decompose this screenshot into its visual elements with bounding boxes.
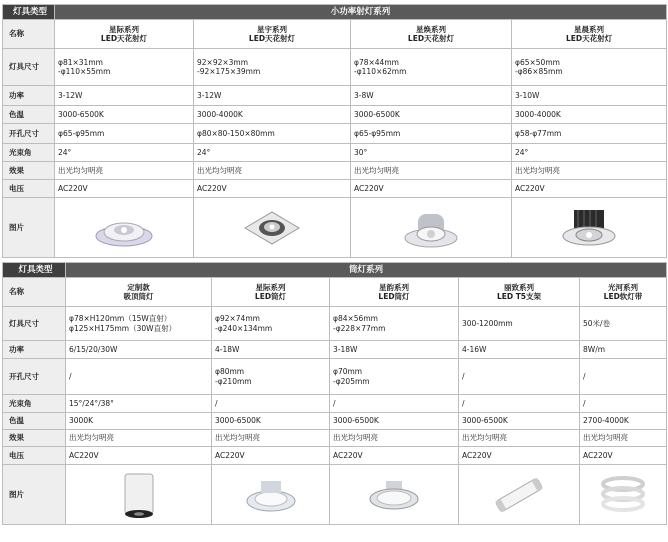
size-cell: φ81×31mm -φ110×55mm bbox=[55, 49, 194, 86]
power-cell: 3-12W bbox=[194, 86, 351, 106]
heatsink-spotlight-icon bbox=[554, 206, 624, 250]
power-label: 功率 bbox=[3, 341, 66, 359]
cct-cell: 3000-4000K bbox=[512, 106, 667, 124]
effect-cell: 出光均匀明亮 bbox=[194, 162, 351, 180]
effect-cell: 出光均匀明亮 bbox=[459, 430, 580, 447]
name-label: 名称 bbox=[3, 278, 66, 307]
size-cell: 50米/卷 bbox=[580, 307, 667, 341]
beam-cell: 24° bbox=[55, 144, 194, 162]
t5-tube-icon bbox=[489, 473, 549, 517]
picture-label: 图片 bbox=[3, 465, 66, 525]
product-name: 丽致系列 LED T5支架 bbox=[459, 278, 580, 307]
effect-cell: 出光均匀明亮 bbox=[351, 162, 512, 180]
effect-label: 效果 bbox=[3, 162, 55, 180]
effect-cell: 出光均匀明亮 bbox=[330, 430, 459, 447]
cct-cell: 3000-6500K bbox=[55, 106, 194, 124]
name-label: 名称 bbox=[3, 20, 55, 49]
power-cell: 4-16W bbox=[459, 341, 580, 359]
cutout-cell: / bbox=[66, 359, 212, 395]
cutout-cell: φ65-φ95mm bbox=[55, 124, 194, 144]
effect-cell: 出光均匀明亮 bbox=[55, 162, 194, 180]
size-label: 灯具尺寸 bbox=[3, 49, 55, 86]
downlight-icon bbox=[241, 473, 301, 517]
voltage-cell: AC220V bbox=[330, 447, 459, 465]
size-cell: 300-1200mm bbox=[459, 307, 580, 341]
cutout-label: 开孔尺寸 bbox=[3, 359, 66, 395]
voltage-cell: AC220V bbox=[512, 180, 667, 198]
product-name: 星宇系列 LED天花射灯 bbox=[194, 20, 351, 49]
type-label: 灯具类型 bbox=[3, 263, 66, 278]
size-label: 灯具尺寸 bbox=[3, 307, 66, 341]
cutout-cell: φ80mm -φ210mm bbox=[212, 359, 330, 395]
voltage-cell: AC220V bbox=[580, 447, 667, 465]
power-cell: 3-8W bbox=[351, 86, 512, 106]
voltage-label: 电压 bbox=[3, 447, 66, 465]
beam-cell: 24° bbox=[512, 144, 667, 162]
effect-label: 效果 bbox=[3, 430, 66, 447]
cutout-cell: φ58-φ77mm bbox=[512, 124, 667, 144]
voltage-cell: AC220V bbox=[55, 180, 194, 198]
product-name: 星晨系列 LED天花射灯 bbox=[512, 20, 667, 49]
power-cell: 8W/m bbox=[580, 341, 667, 359]
cutout-label: 开孔尺寸 bbox=[3, 124, 55, 144]
cutout-cell: / bbox=[459, 359, 580, 395]
cct-label: 色温 bbox=[3, 413, 66, 430]
voltage-cell: AC220V bbox=[66, 447, 212, 465]
product-name: 星焕系列 LED天花射灯 bbox=[351, 20, 512, 49]
cct-cell: 3000K bbox=[66, 413, 212, 430]
product-name: 光河系列 LED软灯带 bbox=[580, 278, 667, 307]
product-name: 星韵系列 LED筒灯 bbox=[330, 278, 459, 307]
cutout-cell: / bbox=[580, 359, 667, 395]
effect-cell: 出光均匀明亮 bbox=[580, 430, 667, 447]
cct-cell: 3000-6500K bbox=[330, 413, 459, 430]
beam-cell: / bbox=[580, 395, 667, 413]
power-cell: 6/15/20/30W bbox=[66, 341, 212, 359]
slim-downlight-icon bbox=[364, 473, 424, 517]
round-downlight-icon bbox=[89, 206, 159, 250]
power-cell: 3-18W bbox=[330, 341, 459, 359]
type-label: 灯具类型 bbox=[3, 5, 55, 20]
cct-cell: 3000-4000K bbox=[194, 106, 351, 124]
voltage-cell: AC220V bbox=[459, 447, 580, 465]
section-title: 小功率射灯系列 bbox=[55, 5, 667, 20]
led-strip-icon bbox=[593, 472, 653, 518]
power-cell: 3-12W bbox=[55, 86, 194, 106]
cct-cell: 3000-6500K bbox=[351, 106, 512, 124]
effect-cell: 出光均匀明亮 bbox=[66, 430, 212, 447]
product-name: 定制款 吸顶筒灯 bbox=[66, 278, 212, 307]
beam-cell: / bbox=[330, 395, 459, 413]
cct-cell: 3000-6500K bbox=[459, 413, 580, 430]
beam-cell: 30° bbox=[351, 144, 512, 162]
product-name: 星际系列 LED天花射灯 bbox=[55, 20, 194, 49]
voltage-cell: AC220V bbox=[212, 447, 330, 465]
effect-cell: 出光均匀明亮 bbox=[512, 162, 667, 180]
size-cell: φ92×74mm -φ240×134mm bbox=[212, 307, 330, 341]
cutout-cell: φ80×80-150×80mm bbox=[194, 124, 351, 144]
square-spotlight-icon bbox=[237, 206, 307, 250]
beam-label: 光束角 bbox=[3, 395, 66, 413]
size-cell: φ65×50mm -φ86×85mm bbox=[512, 49, 667, 86]
voltage-cell: AC220V bbox=[194, 180, 351, 198]
power-cell: 3-10W bbox=[512, 86, 667, 106]
beam-cell: / bbox=[212, 395, 330, 413]
beam-label: 光束角 bbox=[3, 144, 55, 162]
effect-cell: 出光均匀明亮 bbox=[212, 430, 330, 447]
product-name: 星际系列 LED筒灯 bbox=[212, 278, 330, 307]
white-spotlight-icon bbox=[396, 206, 466, 250]
cct-label: 色温 bbox=[3, 106, 55, 124]
size-cell: 92×92×3mm -92×175×39mm bbox=[194, 49, 351, 86]
power-cell: 4-18W bbox=[212, 341, 330, 359]
beam-cell: 15°/24°/38° bbox=[66, 395, 212, 413]
surface-cylinder-icon bbox=[109, 470, 169, 520]
picture-label: 图片 bbox=[3, 198, 55, 258]
beam-cell: 24° bbox=[194, 144, 351, 162]
downlight-table bbox=[2, 262, 667, 525]
cct-cell: 3000-6500K bbox=[212, 413, 330, 430]
size-cell: φ84×56mm -φ228×77mm bbox=[330, 307, 459, 341]
power-label: 功率 bbox=[3, 86, 55, 106]
voltage-cell: AC220V bbox=[351, 180, 512, 198]
beam-cell: / bbox=[459, 395, 580, 413]
cutout-cell: φ70mm -φ205mm bbox=[330, 359, 459, 395]
size-cell: φ78×44mm -φ110×62mm bbox=[351, 49, 512, 86]
voltage-label: 电压 bbox=[3, 180, 55, 198]
section-title: 筒灯系列 bbox=[66, 263, 667, 278]
cutout-cell: φ65-φ95mm bbox=[351, 124, 512, 144]
size-cell: φ78×H120mm（15W直射） φ125×H175mm（30W直射） bbox=[66, 307, 212, 341]
spotlight-table bbox=[2, 4, 667, 258]
cct-cell: 2700-4000K bbox=[580, 413, 667, 430]
